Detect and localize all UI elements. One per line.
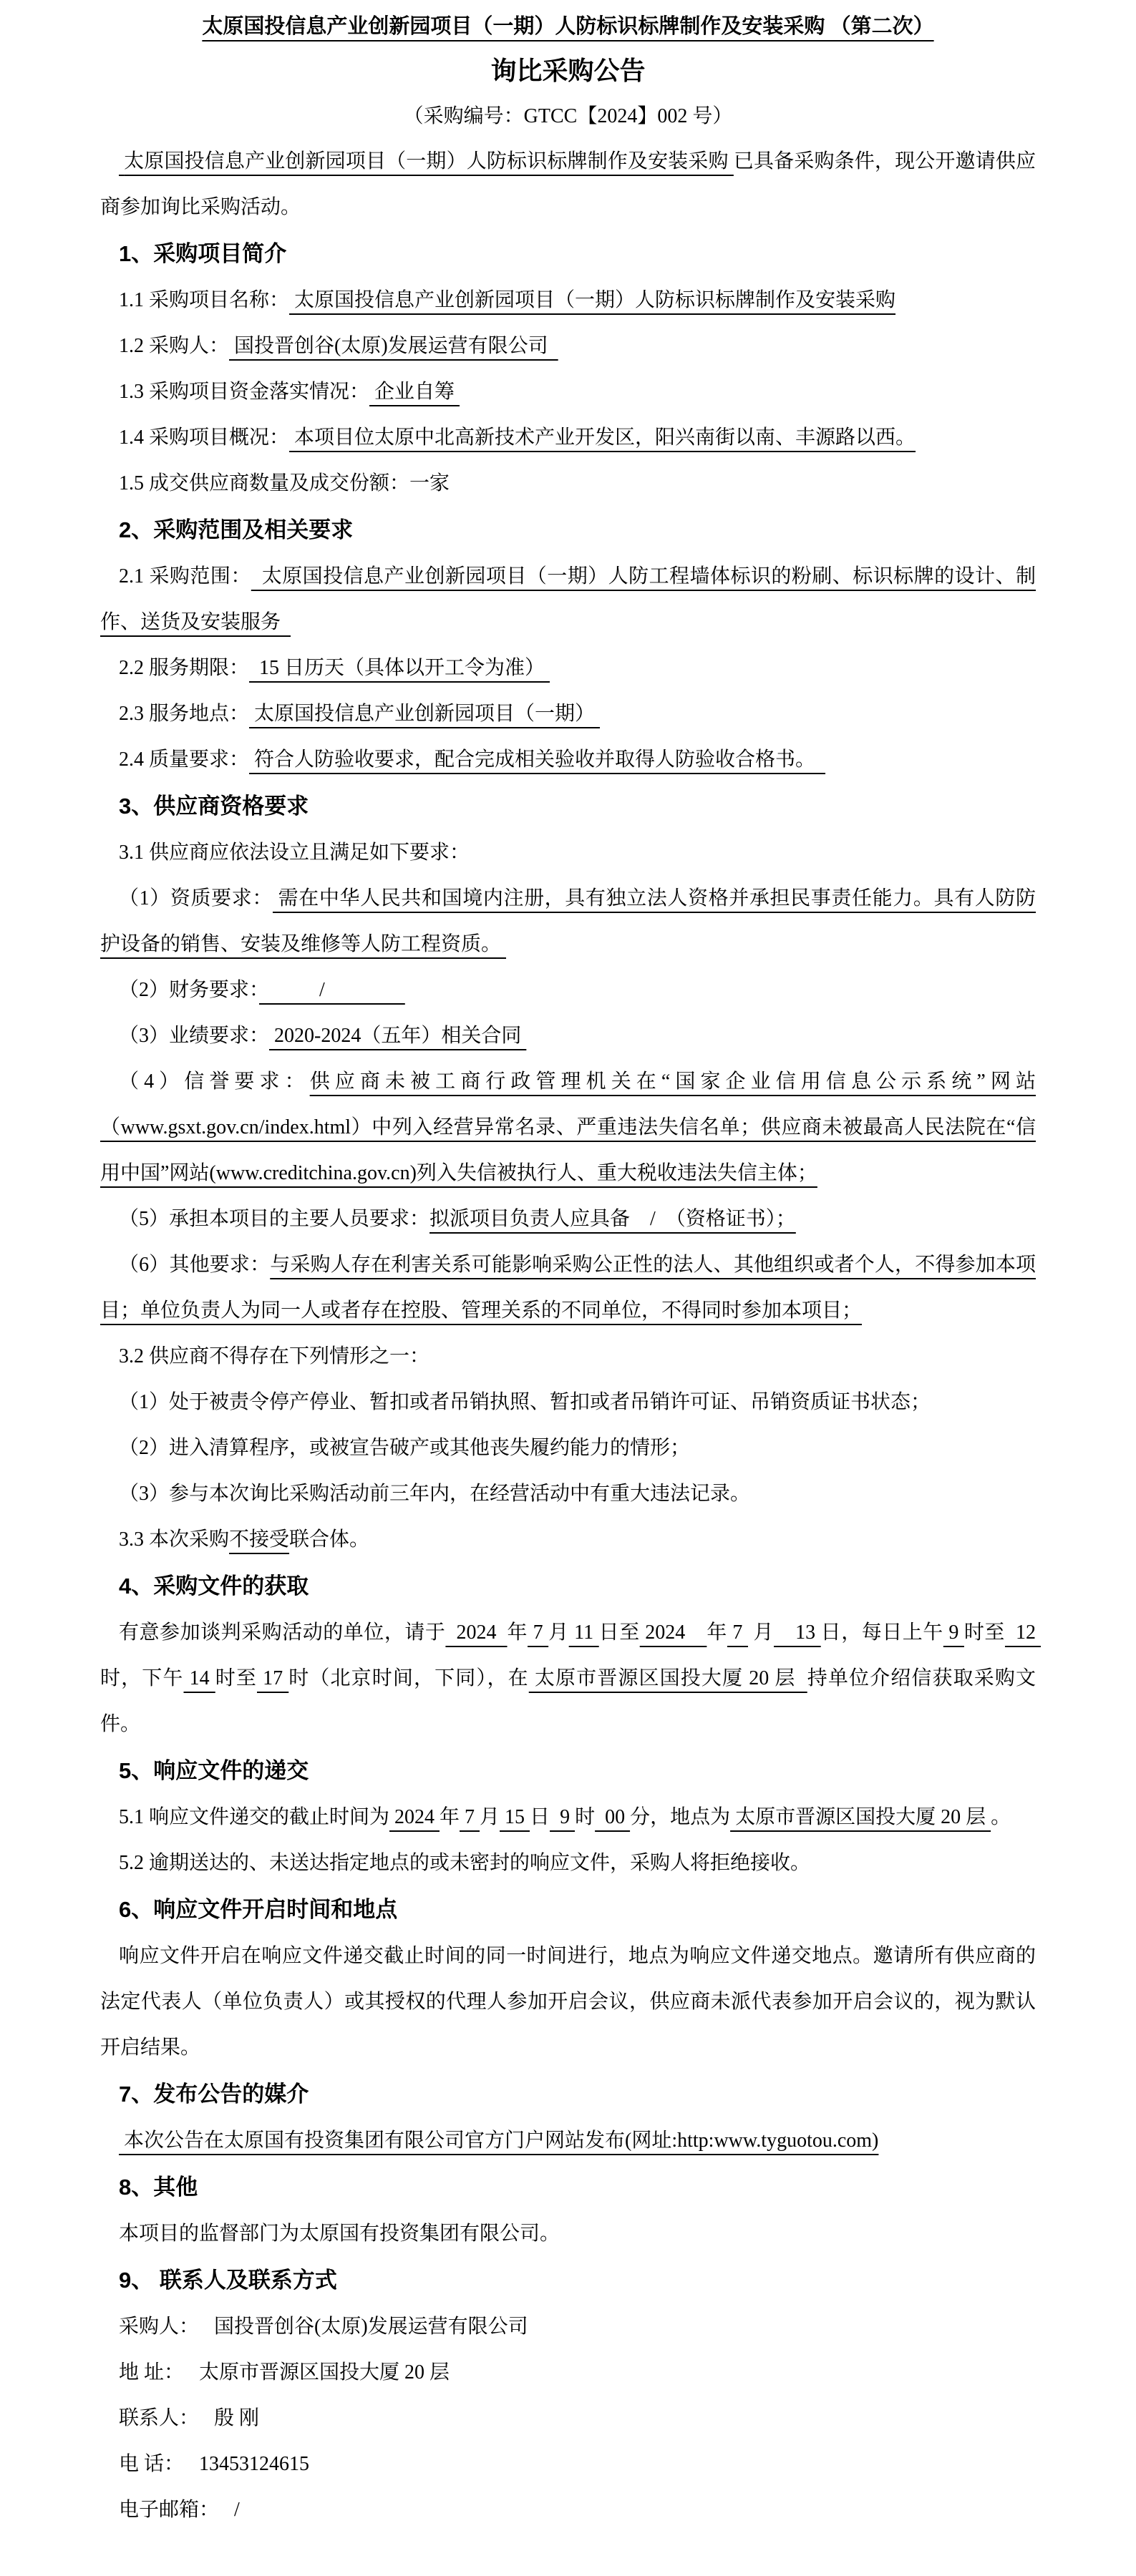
underlined-text: 2024 (639, 1621, 707, 1644)
underlined-text: 太原国投信息产业创新园项目（一期）人防标识标牌制作及安装采购 (289, 289, 896, 311)
underlined-text: 供应商未被工商行政管理机关在“国家企业信用信息公示系统”网站（www.gsxt.gov.cn/index.html）中列入经营异常名录、严重违法失信名单；供应商未被最高人民法院在“信用中国”网站(www.creditchina.gov.cn)列入失信被执行人、重大税收违法失信主体； (100, 1070, 1036, 1184)
text: 年 (440, 1806, 460, 1828)
section-5-heading (100, 1747, 1036, 1795)
underlined-text: 太原市晋源区国投大厦 20 层 (730, 1806, 991, 1828)
text: 2.2 服务期限： (119, 657, 250, 679)
text: （采购编号：GTCC【2024】002 号） (403, 105, 733, 127)
underlined-text: 本项目位太原中北高新技术产业开发区，阳兴南街以南、丰源路以西。 (289, 426, 916, 449)
text: 电子邮箱： / (119, 2499, 240, 2521)
text: 年 (507, 1621, 528, 1644)
item-3-1-6 (100, 1242, 1036, 1334)
text: 5.2 逾期送达的、未送达指定地点的或未密封的响应文件，采购人将拒绝接收。 (119, 1852, 811, 1874)
text: 8、其他 (119, 2175, 198, 2200)
item-2-2 (100, 645, 1036, 691)
contact-email (100, 2487, 1036, 2533)
text: 。 (991, 1806, 1011, 1828)
underlined-text: 太原国投信息产业创新园项目（一期）人防标识标牌制作及安装采购 (119, 150, 734, 172)
text: 4、采购文件的获取 (119, 1574, 309, 1599)
text: 2.1 采购范围： (119, 565, 251, 587)
underlined-text: / (259, 979, 405, 1001)
item-1-1 (100, 278, 1036, 323)
text: 响应文件开启在响应文件递交截止时间的同一时间进行，地点为响应文件递交地点。邀请所有供应商的法定代表人（单位负责人）或其授权的代理人参加开启会议，供应商未派代表参加开启会议的，视为默认开启结果。 (100, 1945, 1036, 2059)
underlined-text: 与采购人存在利害关系可能影响采购公正性的法人、其他组织或者个人，不得参加本项目；单位负责人为同一人或者存在控股、管理关系的不同单位，不得同时参加本项目； (100, 1254, 1036, 1322)
text: 1.1 采购项目名称： (119, 289, 290, 311)
text: （1）处于被责令停产停业、暂扣或者吊销执照、暂扣或者吊销许可证、吊销资质证书状态； (119, 1391, 931, 1413)
text: 时 (575, 1806, 596, 1828)
item-3-3 (100, 1517, 1036, 1563)
section-6-paragraph (100, 1933, 1036, 2071)
item-3-2 (100, 1334, 1036, 1380)
section-4-heading (100, 1563, 1036, 1610)
text: 月 (747, 1621, 775, 1644)
text: 7、发布公告的媒介 (119, 2082, 309, 2107)
item-1-2 (100, 323, 1036, 369)
section-7-paragraph (100, 2118, 1036, 2164)
text: 5.1 响应文件递交的截止时间为 (119, 1806, 390, 1828)
text: 持单位介绍信获取采购文件。 (100, 1667, 1036, 1735)
underlined-text: 太原国投信息产业创新园项目（一期） (249, 703, 601, 725)
text: 已具备采购条件，现公开邀请供应商参加询比采购活动。 (100, 150, 1036, 218)
underlined-text: 本次公告在太原国有投资集团有限公司官方门户网站发布(网址:http:www.tyguotou.com) (119, 2129, 879, 2152)
underlined-text: 符合人防验收要求，配合完成相关验收并取得人防验收合格书。 (249, 748, 826, 771)
item-3-1-2 (100, 967, 1036, 1013)
underlined-text: 7 (460, 1806, 480, 1828)
underlined-text: 企业自筹 (369, 381, 460, 403)
text: 时（北京时间，下同），在 (288, 1667, 529, 1689)
text: 3、供应商资格要求 (119, 794, 309, 819)
underlined-text: 00 (595, 1806, 631, 1828)
text: （3）业绩要求： (119, 1025, 270, 1047)
text: 日至 (598, 1621, 640, 1644)
underlined-text: 15 日历天（具体以开工令为准） (249, 657, 550, 679)
text: 月 (548, 1621, 569, 1644)
text: 3.1 供应商应依法设立且满足如下要求： (119, 841, 470, 864)
underlined-text: 14 (183, 1667, 215, 1689)
underlined-text: 11 (568, 1621, 599, 1644)
text: 分，地点为 (630, 1806, 731, 1828)
underlined-text: 太原市晋源区国投大厦 20 层 (528, 1667, 807, 1689)
item-3-2-3 (100, 1471, 1036, 1517)
text: 询比采购公告 (490, 56, 646, 85)
underlined-text: 2024 (445, 1621, 508, 1644)
underlined-text: 13 (774, 1621, 821, 1644)
contact-person (100, 2396, 1036, 2441)
announcement-title (100, 47, 1036, 94)
text: 3.2 供应商不得存在下列情形之一： (119, 1345, 430, 1367)
text: 本项目的监督部门为太原国有投资集团有限公司。 (119, 2223, 560, 2245)
section-1-heading (100, 230, 1036, 278)
text: （1）资质要求： (119, 887, 273, 909)
section-3-heading (100, 783, 1036, 830)
underlined-text: 2020-2024（五年）相关合同 (269, 1025, 527, 1047)
text: （5）承担本项目的主要人员要求： (119, 1208, 430, 1230)
underlined-text: 不接受 (229, 1528, 290, 1551)
item-5-1 (100, 1795, 1036, 1840)
document-blocks (100, 6, 1042, 2533)
underlined-text: 太原国投信息产业创新园项目（一期）人防标识标牌制作及安装采购 （第二次） (202, 15, 934, 38)
text: 采购人： 国投晋创谷(太原)发展运营有限公司 (119, 2316, 528, 2338)
text: 时至 (963, 1621, 1005, 1644)
item-3-1-4 (100, 1059, 1036, 1196)
text: （6）其他要求： (119, 1254, 271, 1276)
underlined-text: 2024 (389, 1806, 440, 1828)
underlined-text: 12 (1004, 1621, 1042, 1644)
text: 1.4 采购项目概况： (119, 426, 290, 449)
section-7-heading (100, 2071, 1036, 2118)
underlined-text: 7 (528, 1621, 549, 1644)
text: 2.4 质量要求： (119, 748, 250, 771)
section-8-heading (100, 2164, 1036, 2211)
text: 1、采购项目简介 (119, 241, 287, 266)
text: 年 (707, 1621, 727, 1644)
text: 电 话： 13453124615 (119, 2453, 310, 2475)
item-2-1 (100, 554, 1036, 645)
item-3-2-2 (100, 1425, 1036, 1471)
text: 6、响应文件开启时间和地点 (119, 1897, 398, 1922)
contact-purchaser (100, 2304, 1036, 2350)
underlined-text: 拟派项目负责人应具备 / （资格证书）； (429, 1208, 796, 1230)
procurement-number (100, 94, 1036, 139)
text: 时，下午 (100, 1667, 184, 1689)
item-3-1 (100, 830, 1036, 876)
text: 9、 联系人及联系方式 (119, 2268, 337, 2293)
document-title-line (100, 6, 1036, 47)
item-1-3 (100, 369, 1036, 415)
text: （3）参与本次询比采购活动前三年内，在经营活动中有重大违法记录。 (119, 1483, 751, 1505)
text: 2.3 服务地点： (119, 703, 250, 725)
underlined-text: 7 (727, 1621, 748, 1644)
text: （2）财务要求： (119, 979, 260, 1001)
text: 联合体。 (289, 1528, 370, 1551)
text: 2、采购范围及相关要求 (119, 517, 354, 542)
text: 1.5 成交供应商数量及成交份额：一家 (119, 472, 450, 494)
text: 有意参加谈判采购活动的单位，请于 (119, 1621, 446, 1644)
underlined-text: 9 (550, 1806, 576, 1828)
item-3-1-5 (100, 1196, 1036, 1242)
underlined-text: 需在中华人民共和国境内注册，具有独立法人资格并承担民事责任能力。具有人防防护设备的销售、安装及维修等人防工程资质。 (100, 887, 1036, 955)
section-8-paragraph (100, 2211, 1036, 2257)
item-2-3 (100, 691, 1036, 737)
text: 1.3 采购项目资金落实情况： (119, 381, 370, 403)
underlined-text: 15 (500, 1806, 530, 1828)
contact-phone (100, 2441, 1036, 2487)
text: 地 址： 太原市晋源区国投大厦 20 层 (119, 2361, 450, 2384)
text: 3.3 本次采购 (119, 1528, 230, 1551)
section-6-heading (100, 1886, 1036, 1933)
item-5-2 (100, 1840, 1036, 1886)
underlined-text: 9 (943, 1621, 964, 1644)
item-3-1-3 (100, 1013, 1036, 1059)
section-4-paragraph (100, 1610, 1042, 1747)
underlined-text: 国投晋创谷(太原)发展运营有限公司 (229, 335, 558, 357)
section-2-heading (100, 507, 1036, 554)
item-2-4 (100, 737, 1036, 783)
text: 月 (480, 1806, 500, 1828)
text: 5、响应文件的递交 (119, 1758, 309, 1783)
item-1-4 (100, 415, 1036, 461)
item-1-5 (100, 461, 1036, 507)
text: 1.2 采购人： (119, 335, 230, 357)
underlined-text: 17 (257, 1667, 289, 1689)
intro-paragraph (100, 139, 1036, 230)
underlined-text: 太原国投信息产业创新园项目（一期）人防工程墙体标识的粉刷、标识标牌的设计、制作、送货及安装服务 (100, 565, 1036, 633)
text: 日 (530, 1806, 550, 1828)
contact-address (100, 2350, 1036, 2396)
item-3-2-1 (100, 1380, 1036, 1425)
section-9-heading (100, 2257, 1036, 2304)
text: 联系人： 殷 刚 (119, 2407, 260, 2429)
item-3-1-1 (100, 876, 1036, 967)
text: 日，每日上午 (820, 1621, 943, 1644)
text: （4）信誉要求： (119, 1070, 310, 1093)
text: （2）进入清算程序，或被宣告破产或其他丧失履约能力的情形； (119, 1437, 691, 1459)
text: 时至 (215, 1667, 257, 1689)
